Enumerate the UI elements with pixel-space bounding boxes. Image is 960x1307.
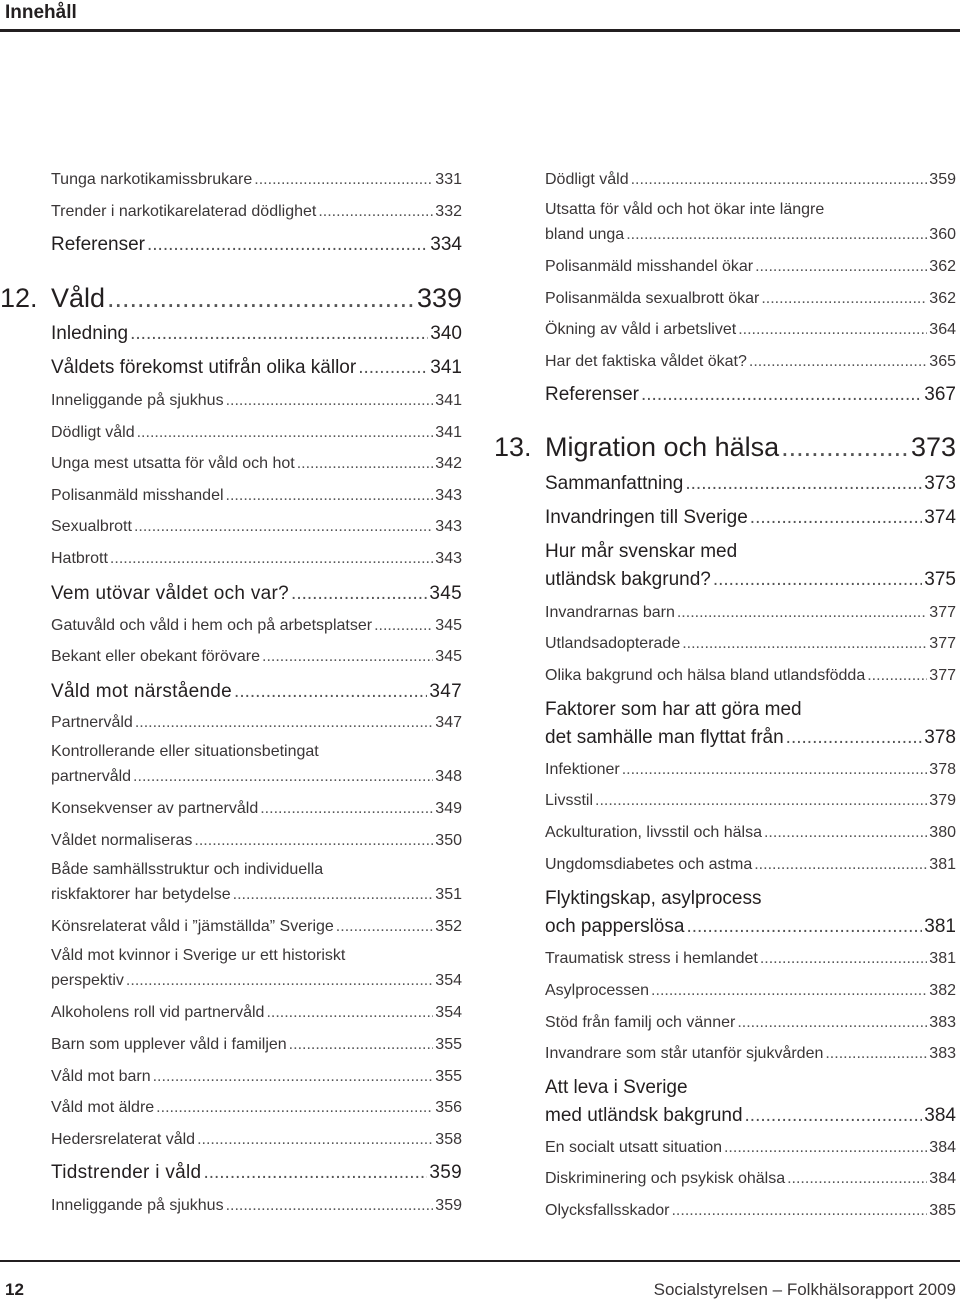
dot-leader (595, 792, 927, 810)
dot-leader (713, 569, 922, 591)
toc-entry-title: Migration och hälsa (545, 432, 780, 462)
dot-leader (254, 171, 433, 189)
toc-entry-title: Utlandsadopterade (545, 635, 681, 652)
toc-entry-title: Kontrollerande eller situationsbetingat (51, 743, 319, 760)
dot-leader (685, 473, 922, 495)
toc-entry-page: 341 (435, 424, 462, 441)
toc-entry-title: Könsrelaterat våld i ”jämställda” Sverige (51, 918, 334, 935)
footer-rule (0, 1260, 960, 1262)
dot-leader (760, 950, 927, 968)
toc-entry-page: 375 (924, 569, 956, 590)
toc-entry-title: Vem utövar våldet och var? (51, 583, 290, 604)
toc-entry-page: 383 (929, 1045, 956, 1062)
toc-entry-page: 365 (929, 353, 956, 370)
toc-entry-title: Våld mot närstående (51, 681, 233, 702)
dot-leader (622, 761, 928, 779)
toc-entry-page: 381 (929, 950, 956, 967)
toc-entry-page: 364 (929, 321, 956, 338)
toc-entry-title: Ackulturation, livsstil och hälsa (545, 824, 762, 841)
toc-entry-title: Invandringen till Sverige (545, 507, 748, 528)
toc-entry-page: 340 (430, 323, 462, 344)
dot-leader (626, 226, 927, 244)
dot-leader (156, 1099, 433, 1117)
toc-entry-title: Hedersrelaterat våld (51, 1131, 196, 1148)
toc-entry-title: Alkoholens roll vid partnervåld (51, 1004, 265, 1021)
toc-entry-title: Att leva i Sverige (545, 1077, 688, 1098)
toc-entry-title: Tidstrender i våld (51, 1162, 202, 1183)
toc-entry-page: 345 (435, 648, 462, 665)
toc-entry-title: Både samhällsstruktur och individuella (51, 861, 324, 878)
toc-entry-page: 377 (929, 667, 956, 684)
toc-entry-page: 383 (929, 1014, 956, 1031)
dot-leader (318, 203, 433, 221)
toc-entry-title: Våld mot kvinnor i Sverige ur ett historiskt (51, 947, 346, 964)
dot-leader (203, 1162, 427, 1184)
toc-entry-title: Ungdomsdiabetes och astma (545, 856, 753, 873)
toc-entry-title: Hatbrott (51, 550, 108, 567)
toc-entry-title: Olika bakgrund och hälsa bland utlandsfödda (545, 667, 866, 684)
toc-entry-title: Invandrarnas barn (545, 604, 675, 621)
toc-entry-page: 351 (435, 886, 462, 903)
toc-entry-page: 377 (929, 604, 956, 621)
footer-publication: Socialstyrelsen – Folkhälsorapport 2009 (653, 1280, 956, 1299)
toc-entry-title: Inledning (51, 323, 129, 344)
toc-entry-page: 381 (929, 856, 956, 873)
dot-leader (137, 424, 434, 442)
chapter-number: 13. (494, 432, 532, 462)
dot-leader (750, 507, 923, 529)
toc-entry-page: 356 (435, 1099, 462, 1116)
toc-entry-page: 348 (435, 768, 462, 785)
toc-entry-page: 343 (435, 518, 462, 535)
toc-entry-title: Inneliggande på sjukhus (51, 392, 224, 409)
dot-leader (266, 1004, 433, 1022)
toc-entry-page: 342 (435, 455, 462, 472)
chapter-number: 12. (0, 283, 38, 313)
toc-entry-title: Stöd från familj och vänner (545, 1014, 736, 1031)
toc-entry-page: 345 (429, 583, 462, 604)
toc-entry-title: Dödligt våld (51, 424, 135, 441)
toc-entry-page: 334 (430, 234, 462, 255)
toc-entry-title: det samhälle man flyttat från (545, 727, 784, 748)
dot-leader (786, 727, 923, 749)
toc-entry-title: Utsatta för våld och hot ökar inte längre (545, 201, 825, 218)
toc-entry-title: med utländsk bakgrund (545, 1105, 743, 1126)
toc-entry-page: 355 (435, 1068, 462, 1085)
toc-entry-page: 354 (435, 1004, 462, 1021)
dot-leader (358, 357, 428, 379)
toc-entry-title: Flyktingskap, asylprocess (545, 888, 762, 909)
toc-entry-title: Barn som upplever våld i familjen (51, 1036, 287, 1053)
toc-entry-title: Polisanmälda sexualbrott ökar (545, 290, 760, 307)
toc-entry-title: Konsekvenser av partnervåld (51, 800, 259, 817)
toc-entry-title: Trender i narkotikarelaterad dödlighet (51, 203, 317, 220)
dot-leader (291, 583, 427, 605)
toc-entry-page: 373 (924, 473, 956, 494)
dot-leader (677, 604, 927, 622)
dot-leader (754, 856, 927, 874)
dot-leader (226, 392, 434, 410)
dot-leader (631, 171, 928, 189)
dot-leader (134, 518, 433, 536)
toc-entry-page: 381 (924, 916, 956, 937)
dot-leader (260, 800, 433, 818)
dot-leader (234, 681, 427, 703)
toc-entry-title: Partnervåld (51, 714, 133, 731)
toc-entry-page: 345 (435, 617, 462, 634)
toc-entry-page: 367 (924, 384, 956, 405)
dot-leader (226, 1197, 434, 1215)
toc-entry-page: 350 (435, 832, 462, 849)
toc-entry-page: 349 (435, 800, 462, 817)
toc-entry-page: 378 (929, 761, 956, 778)
toc-entry-page: 374 (924, 507, 956, 528)
dot-leader (153, 1068, 434, 1086)
toc-entry-title: Sexualbrott (51, 518, 132, 535)
toc-entry-page: 354 (435, 972, 462, 989)
toc-entry-page: 380 (929, 824, 956, 841)
toc-entry-page: 341 (430, 357, 462, 378)
dot-leader (787, 1170, 927, 1188)
toc-entry-title: riskfaktorer har betydelse (51, 886, 231, 903)
toc-entry-page: 343 (435, 550, 462, 567)
footer-page-number: 12 (5, 1280, 24, 1299)
dot-leader (651, 982, 927, 1000)
dot-leader (724, 1139, 927, 1157)
toc-entry-page: 355 (435, 1036, 462, 1053)
toc-entry-title: utländsk bakgrund? (545, 569, 711, 590)
toc-entry-title: Invandrare som står utanför sjukvården (545, 1045, 824, 1062)
toc-entry-title: Livsstil (545, 792, 594, 809)
dot-leader (781, 432, 909, 463)
toc-entry-page: 347 (435, 714, 462, 731)
dot-leader (745, 1105, 923, 1127)
dot-leader (764, 824, 927, 842)
toc-entry-page: 347 (429, 681, 462, 702)
toc-entry-title: Diskriminering och psykisk ohälsa (545, 1170, 786, 1187)
dot-leader (147, 234, 428, 256)
toc-entry-page: 362 (929, 290, 956, 307)
dot-leader (197, 1131, 433, 1149)
dot-leader (133, 768, 433, 786)
dot-leader (336, 918, 434, 936)
toc-entry-title: Våld mot äldre (51, 1099, 155, 1116)
toc-entry-title: bland unga (545, 226, 625, 243)
toc-entry-title: Polisanmäld misshandel (51, 487, 224, 504)
dot-leader (126, 972, 433, 990)
toc-entry-page: 373 (910, 432, 956, 462)
toc-entry-title: Gatuvåld och våld i hem och på arbetsplatser (51, 617, 373, 634)
dot-leader (686, 916, 922, 938)
toc-entry-title: Polisanmäld misshandel ökar (545, 258, 754, 275)
toc-entry-title: Bekant eller obekant förövare (51, 648, 261, 665)
toc-entry-page: 359 (435, 1197, 462, 1214)
toc-entry-title: Sammanfattning (545, 473, 684, 494)
toc-entry-title: Våldets förekomst utifrån olika källor (51, 357, 357, 378)
dot-leader (135, 714, 433, 732)
dot-leader (867, 667, 927, 685)
page-header-title: Innehåll (5, 2, 77, 23)
toc-entry-page: 352 (435, 918, 462, 935)
toc-entry-page: 379 (929, 792, 956, 809)
toc-entry-page: 343 (435, 487, 462, 504)
toc-entry-page: 385 (929, 1202, 956, 1219)
toc-entry-title: Tunga narkotikamissbrukare (51, 171, 253, 188)
toc-entry-page: 384 (929, 1139, 956, 1156)
toc-entry-page: 359 (429, 1162, 462, 1183)
dot-leader (682, 635, 927, 653)
dot-leader (297, 455, 434, 473)
toc-entry-title: Ökning av våld i arbetslivet (545, 321, 737, 338)
toc-entry-title: Olycksfallsskador (545, 1202, 670, 1219)
page-header (0, 0, 960, 29)
dot-leader (737, 1014, 927, 1032)
dot-leader (194, 832, 433, 850)
toc-entry-title: partnervåld (51, 768, 132, 785)
toc-entry-page: 341 (435, 392, 462, 409)
toc-entry-page: 339 (416, 283, 462, 313)
dot-leader (825, 1045, 927, 1063)
toc-entry-title: Har det faktiska våldet ökat? (545, 353, 747, 370)
toc-entry-page: 358 (435, 1131, 462, 1148)
toc-entry-page: 360 (929, 226, 956, 243)
toc-entry-page: 384 (929, 1170, 956, 1187)
toc-entry-title: Traumatisk stress i hemlandet (545, 950, 758, 967)
toc-entry-title: Infektioner (545, 761, 620, 778)
toc-entry-title: Dödligt våld (545, 171, 629, 188)
toc-entry-title: Hur mår svenskar med (545, 541, 738, 562)
dot-leader (226, 487, 434, 505)
toc-entry-title: Våld (51, 283, 106, 313)
toc-entry-title: Referenser (51, 234, 145, 255)
toc-entry-title: perspektiv (51, 972, 124, 989)
dot-leader (755, 258, 927, 276)
toc-entry-page: 359 (929, 171, 956, 188)
toc-entry-page: 362 (929, 258, 956, 275)
toc-entry-title: och papperslösa (545, 916, 685, 937)
dot-leader (671, 1202, 927, 1220)
dot-leader (749, 353, 927, 371)
dot-leader (110, 550, 433, 568)
toc-entry-page: 378 (924, 727, 956, 748)
dot-leader (738, 321, 927, 339)
toc-entry-title: Våldet normaliseras (51, 832, 193, 849)
toc-entry-title: Faktorer som har att göra med (545, 699, 802, 720)
toc-entry-title: Inneliggande på sjukhus (51, 1197, 224, 1214)
toc-entry-page: 377 (929, 635, 956, 652)
header-rule (0, 29, 960, 32)
toc-entry-page: 384 (924, 1105, 956, 1126)
toc-entry-title: Unga mest utsatta för våld och hot (51, 455, 295, 472)
dot-leader (130, 323, 428, 345)
dot-leader (374, 617, 433, 635)
toc-entry-page: 382 (929, 982, 956, 999)
dot-leader (107, 283, 415, 314)
dot-leader (262, 648, 433, 666)
toc-entry-title: En socialt utsatt situation (545, 1139, 722, 1156)
dot-leader (233, 886, 434, 904)
toc-entry-page: 332 (435, 203, 462, 220)
dot-leader (641, 384, 922, 406)
dot-leader (289, 1036, 434, 1054)
dot-leader (761, 290, 927, 308)
toc-entry-title: Asylprocessen (545, 982, 650, 999)
toc-entry-title: Referenser (545, 384, 639, 405)
toc-entry-title: Våld mot barn (51, 1068, 151, 1085)
toc-entry-page: 331 (435, 171, 462, 188)
